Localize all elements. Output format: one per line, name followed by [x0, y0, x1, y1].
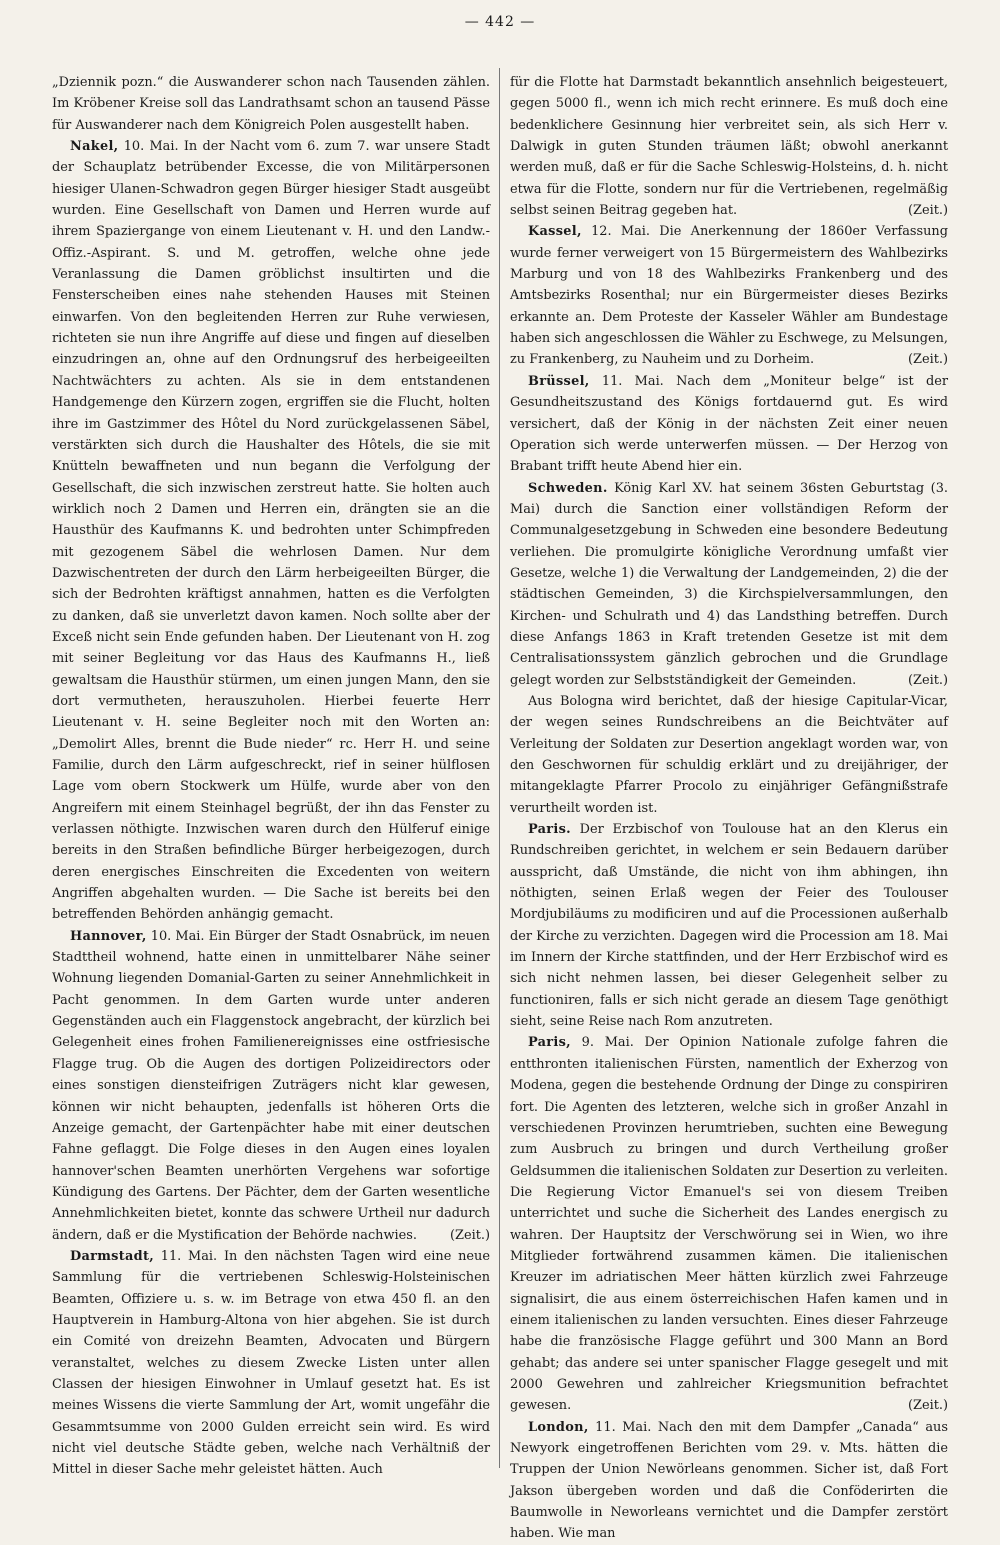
- article-paragraph: [510, 691, 948, 819]
- article-text: König Karl XV. hat seinem 36sten Geburtstag (3. Mai) durch die Sanction einer vollständigen Reform der Communalgesetzgebung in Schweden eine besondere Bedeutung verliehen. Die promulgirte königliche Verordnung umfaßt vier Gesetze, welche 1) die Verwaltung der Landgemeinden, 2) die der städtischen Gemeinden, 3) die Kirchspielversammlungen, den Kirchen- und Schulrath und 4) das Landsthing betreffen. Durch diese Anfangs 1863 in Kraft tretenden Gesetze ist mit dem Centralisationssystem gänzlich gebrochen und die Grundlage gelegt worden zur Selbstständigkeit der Gemeinden.: [510, 480, 948, 688]
- article-text: Die Anerkennung der 1860er Verfassung wurde ferner verweigert von 15 Bürgermeistern des Wahlbezirks Marburg und von 18 des Wahlbezirks Frankenberg und des Amtsbezirks Rosenthal; nur ein Bürgermeister dieses Bezirks erkannte an. Dem Proteste der Kasseler Wähler am Bundestage haben sich angeschlossen die Wähler zu Eschwege, zu Melsungen, zu Frankenberg, zu Nauheim und zu Dorheim.: [510, 224, 948, 368]
- article-paragraph: [510, 478, 948, 691]
- article-text: Aus Bologna wird berichtet, daß der hiesige Capitular-Vicar, der wegen seines Rundschreibens an die Beichtväter auf Verleitung der Soldaten zur Desertion angeklagt worden war, von den Geschwornen für schuldig erklärt und zu dreijähriger, der mitangeklagte Pfarrer Procolo zu einjähriger Gefängnißstrafe verurtheilt worden ist.: [510, 693, 948, 816]
- article-dateline-place: Paris.: [528, 822, 571, 838]
- article-dateline-place: Kassel,: [528, 224, 582, 240]
- article-dateline-date: 11. Mai.: [601, 373, 664, 389]
- article-paragraph: [510, 819, 948, 1032]
- article-text: Der Erzbischof von Toulouse hat an den Klerus ein Rundschreiben gerichtet, in welchem er sein Bedauern darüber ausspricht, daß Umstände, die nicht von ihm abhingen, ihn nöthigten, seinen Erlaß wegen der Feier des Toulouser Mordjubiläums zu modificiren und auf die Processionen außerhalb der Kirche zu verzichten. Dagegen wird die Procession am 18. Mai im Innern der Kirche stattfinden, und der Herr Erzbischof wird es sich nicht nehmen lassen, bei dieser Gelegenheit selber zu functioniren, falls er sich nicht gerade an diesem Tage genöthigt sieht, seine Reise nach Rom anzutreten.: [510, 822, 948, 1030]
- article-text: Nach den mit dem Dampfer „Canada“ aus Newyork eingetroffenen Berichten vom 29. v. Mts. hätten die Truppen der Union Newörleans genommen. Sicher ist, daß Fort Jakson übergeben worden und daß die Conföderirten die Baumwolle in Neworleans vernichtet und die Dampfer zerstört haben. Wie man: [510, 1419, 948, 1542]
- article-dateline-date: 9. Mai.: [581, 1035, 634, 1051]
- article-paragraph: [510, 1032, 948, 1416]
- article-text: Der Opinion Nationale zufolge fahren die entthronten italienischen Fürsten, namentlich der Exherzog von Modena, gegen die bestehende Ordnung der Dinge zu conspiriren fort. Die Agenten des letzteren, welche sich in großer Anzahl in verschiedenen Provinzen herumtrieben, suchten eine Bewegung zum Ausbruch zu bringen und durch Vertheilung großer Geldsummen die italienischen Soldaten zur Desertion zu verleiten. Die Regierung Victor Emanuel's sei von diesem Treiben unterrichtet und suche die Sicherheit des Landes energisch zu wahren. Der Hauptsitz der Verschwörung sei in Wien, wo ihre Mitglieder fortwährend zusammen kämen. Die italienischen Kreuzer im adriatischen Meer hätten kürzlich zwei Fahrzeuge signalisirt, die aus einem österreichischen Hafen kamen und in einem italienischen zu landen versuchten. Eines dieser Fahrzeuge habe die französische Flagge geführt und 300 Mann an Bord gehabt; das andere sei unter spanischer Flagge gesegelt und mit 2000 Gewehren und zahlreicher Kriegsmunition befrachtet gewesen.: [510, 1035, 948, 1414]
- article-dateline-date: 11. Mai.: [595, 1419, 652, 1435]
- page-number: — 442 —: [464, 14, 536, 30]
- article-paragraph: [52, 136, 490, 926]
- article-dateline-place: London,: [528, 1419, 589, 1435]
- article-text: In der Nacht vom 6. zum 7. war unsere Stadt der Schauplatz betrübender Excesse, die von Militärpersonen hiesiger Ulanen-Schwadron gegen Bürger hiesiger Stadt ausgeübt wurden. Eine Gesellschaft von Damen und Herren wurde auf ihrem Spaziergange von einem Lieutenant v. H. und den Landw.-Offiz.-Aspirant. S. und M. getroffen, welche ohne jede Veranlassung die Damen gröblichst insultirten und die Fensterscheiben eines nahe stehenden Hauses mit Steinen einwarfen. Von den begleitenden Herren zur Ruhe verwiesen, richteten sie nun ihre Angriffe auf diese und fingen auf dieselben einzudringen an, ohne auf den Ordnungsruf des herbeigeeilten Nachtwächters zu achten. Als sie in dem entstandenen Handgemenge den Kürzern zogen, ergriffen sie die Flucht, holten ihre im Gastzimmer des Hôtel du Nord zurückgelassenen Säbel, verstärkten sich durch die Haushalter des Hôtels, die sie mit Knütteln bewaffneten und nun begann die Verfolgung der Gesellschaft, die sich inzwischen zerstreut hatte. Sie holten auch wirklich noch 2 Damen und Herren ein, drängten sie an die Hausthür des Kaufmanns K. und bedrohten unter Schimpfreden mit gezogenem Säbel die wehrlosen Damen. Nur dem Dazwischentreten der durch den Lärm herbeigeeilten Bürger, die sich der Bedrohten kräftigst annahmen, hatten es die Verfolgten zu danken, daß sie unverletzt davon kamen. Noch sollte aber der Exceß nicht sein Ende gefunden haben. Der Lieutenant von H. zog mit seiner Begleitung vor das Haus des Kaufmanns H., ließ gewaltsam die Hausthür stürmen, um einen jungen Mann, den sie dort vermutheten, herauszuholen. Hierbei feuerte Herr Lieutenant v. H. seine Begleiter noch mit den Worten an: „Demolirt Alles, brennt die Bude nieder“ rc. Herr H. und seine Familie, durch den Lärm aufgeschreckt, rief in seiner hülflosen Lage vom obern Stockwerk um Hülfe, wurde aber von den Angreifern mit einem Steinhagel begrüßt, der ihn das Fenster zu verlassen nöthigte. Inzwischen waren durch den Hülferuf einige bereits in den Straßen befindliche Bürger herbeigezogen, durch deren energisches Einschreiten die Excedenten von weitern Angriffen abgehalten wurden. — Die Sache ist bereits bei den betreffenden Behörden anhängig gemacht.: [52, 139, 490, 923]
- article-text: Ein Bürger der Stadt Osnabrück, im neuen Stadttheil wohnend, hatte einen in unmittelbarer Nähe seiner Wohnung liegenden Domanial-Garten zu seiner Annehmlichkeit in Pacht genommen. In dem Garten wurde unter anderen Gegenständen auch ein Flaggenstock angebracht, der kürzlich bei Gelegenheit eines frohen Familienereignisses eine ostfriesische Flagge trug. Ob die Augen des dortigen Polizeidirectors oder eines sonstigen diensteifrigen Zuträgers nicht klar gewesen, können wir nicht behaupten, jedenfalls ist höheren Orts die Anzeige gemacht, der Gartenpächter habe mit einer deutschen Fahne geflaggt. Die Folge dieses in den Augen eines loyalen hannover'schen Beamten unerhörten Vergehens war sofortige Kündigung des Gartens. Der Pächter, dem der Garten wesentliche Annehmlichkeiten bietet, konnte das schwere Urtheil nur dadurch ändern, daß er die Mystification der Behörde nachwies.: [52, 928, 490, 1243]
- article-dateline-place: Darmstadt,: [70, 1248, 154, 1264]
- article-source: (Zeit.): [449, 1227, 490, 1243]
- article-text: In den nächsten Tagen wird eine neue Sammlung für die vertriebenen Schleswig-Holsteinischen Beamten, Offiziere u. s. w. im Betrage von etwa 450 fl. an den Hauptverein in Hamburg-Altona von hier abgehen. Sie ist durch ein Comité von dreizehn Beamten, Advocaten und Bürgern veranstaltet, welches zu diesem Zwecke Listen unter allen Classen der hiesigen Einwohner in Umlauf gesetzt hat. Es ist meines Wissens die vierte Sammlung der Art, womit ungefähr die Gesammtsumme von 2000 Gulden erreicht sein wird. Es wird nicht viel deutsche Städte geben, welche nach Verhältniß der Mittel in dieser Sache mehr geleistet hätten. Auch: [52, 1248, 490, 1478]
- article-dateline-date: 12. Mai.: [591, 224, 650, 240]
- article-paragraph: [510, 72, 948, 221]
- article-dateline-place: Nakel,: [70, 139, 119, 155]
- article-source: (Zeit.): [907, 672, 948, 688]
- article-paragraph: [52, 1246, 490, 1481]
- article-paragraph: [510, 221, 948, 370]
- article-paragraph: [52, 72, 490, 136]
- article-source: (Zeit.): [907, 1398, 948, 1414]
- article-dateline-date: 10. Mai.: [123, 139, 179, 155]
- article-dateline-place: Schweden.: [528, 480, 608, 496]
- left-column: [52, 72, 490, 1478]
- article-dateline-place: Brüssel,: [528, 373, 590, 389]
- article-source: (Zeit.): [907, 352, 948, 368]
- right-column: [510, 72, 948, 1542]
- article-text: für die Flotte hat Darmstadt bekanntlich ansehnlich beigesteuert, gegen 5000 fl., wenn ich mich recht erinnere. Es muß doch eine bedenklichere Gesinnung hier verbreitet sein, als sich Herr v. Dalwigk in guten Stunden träumen läßt; obwohl anerkannt werden muß, daß er für die Sache Schleswig-Holsteins, d. h. nicht etwa für die Flotte, sondern nur für die Vertriebenen, regelmäßig selbst seinen Beitrag gegeben hat.: [510, 75, 948, 219]
- article-source: (Zeit.): [907, 203, 948, 219]
- article-dateline-date: 10. Mai.: [150, 928, 205, 944]
- article-paragraph: [510, 371, 948, 478]
- article-paragraph: [510, 1417, 948, 1545]
- column-divider: [499, 68, 500, 1468]
- article-dateline-place: Paris,: [528, 1035, 571, 1051]
- article-paragraph: [52, 926, 490, 1246]
- article-text: „Dziennik pozn.“ die Auswanderer schon nach Tausenden zählen. Im Kröbener Kreise soll das Landrathsamt schon an tausend Pässe für Auswanderer nach dem Königreich Polen ausgestellt haben.: [52, 75, 490, 133]
- article-text: Nach dem „Moniteur belge“ ist der Gesundheitszustand des Königs fortdauernd gut. Es wird versichert, daß der König in der nächsten Zeit einer neuen Operation sich werde unterwerfen müssen. — Der Herzog von Brabant trifft heute Abend hier ein.: [510, 373, 948, 475]
- article-dateline-place: Hannover,: [70, 928, 147, 944]
- article-dateline-date: 11. Mai.: [160, 1248, 218, 1264]
